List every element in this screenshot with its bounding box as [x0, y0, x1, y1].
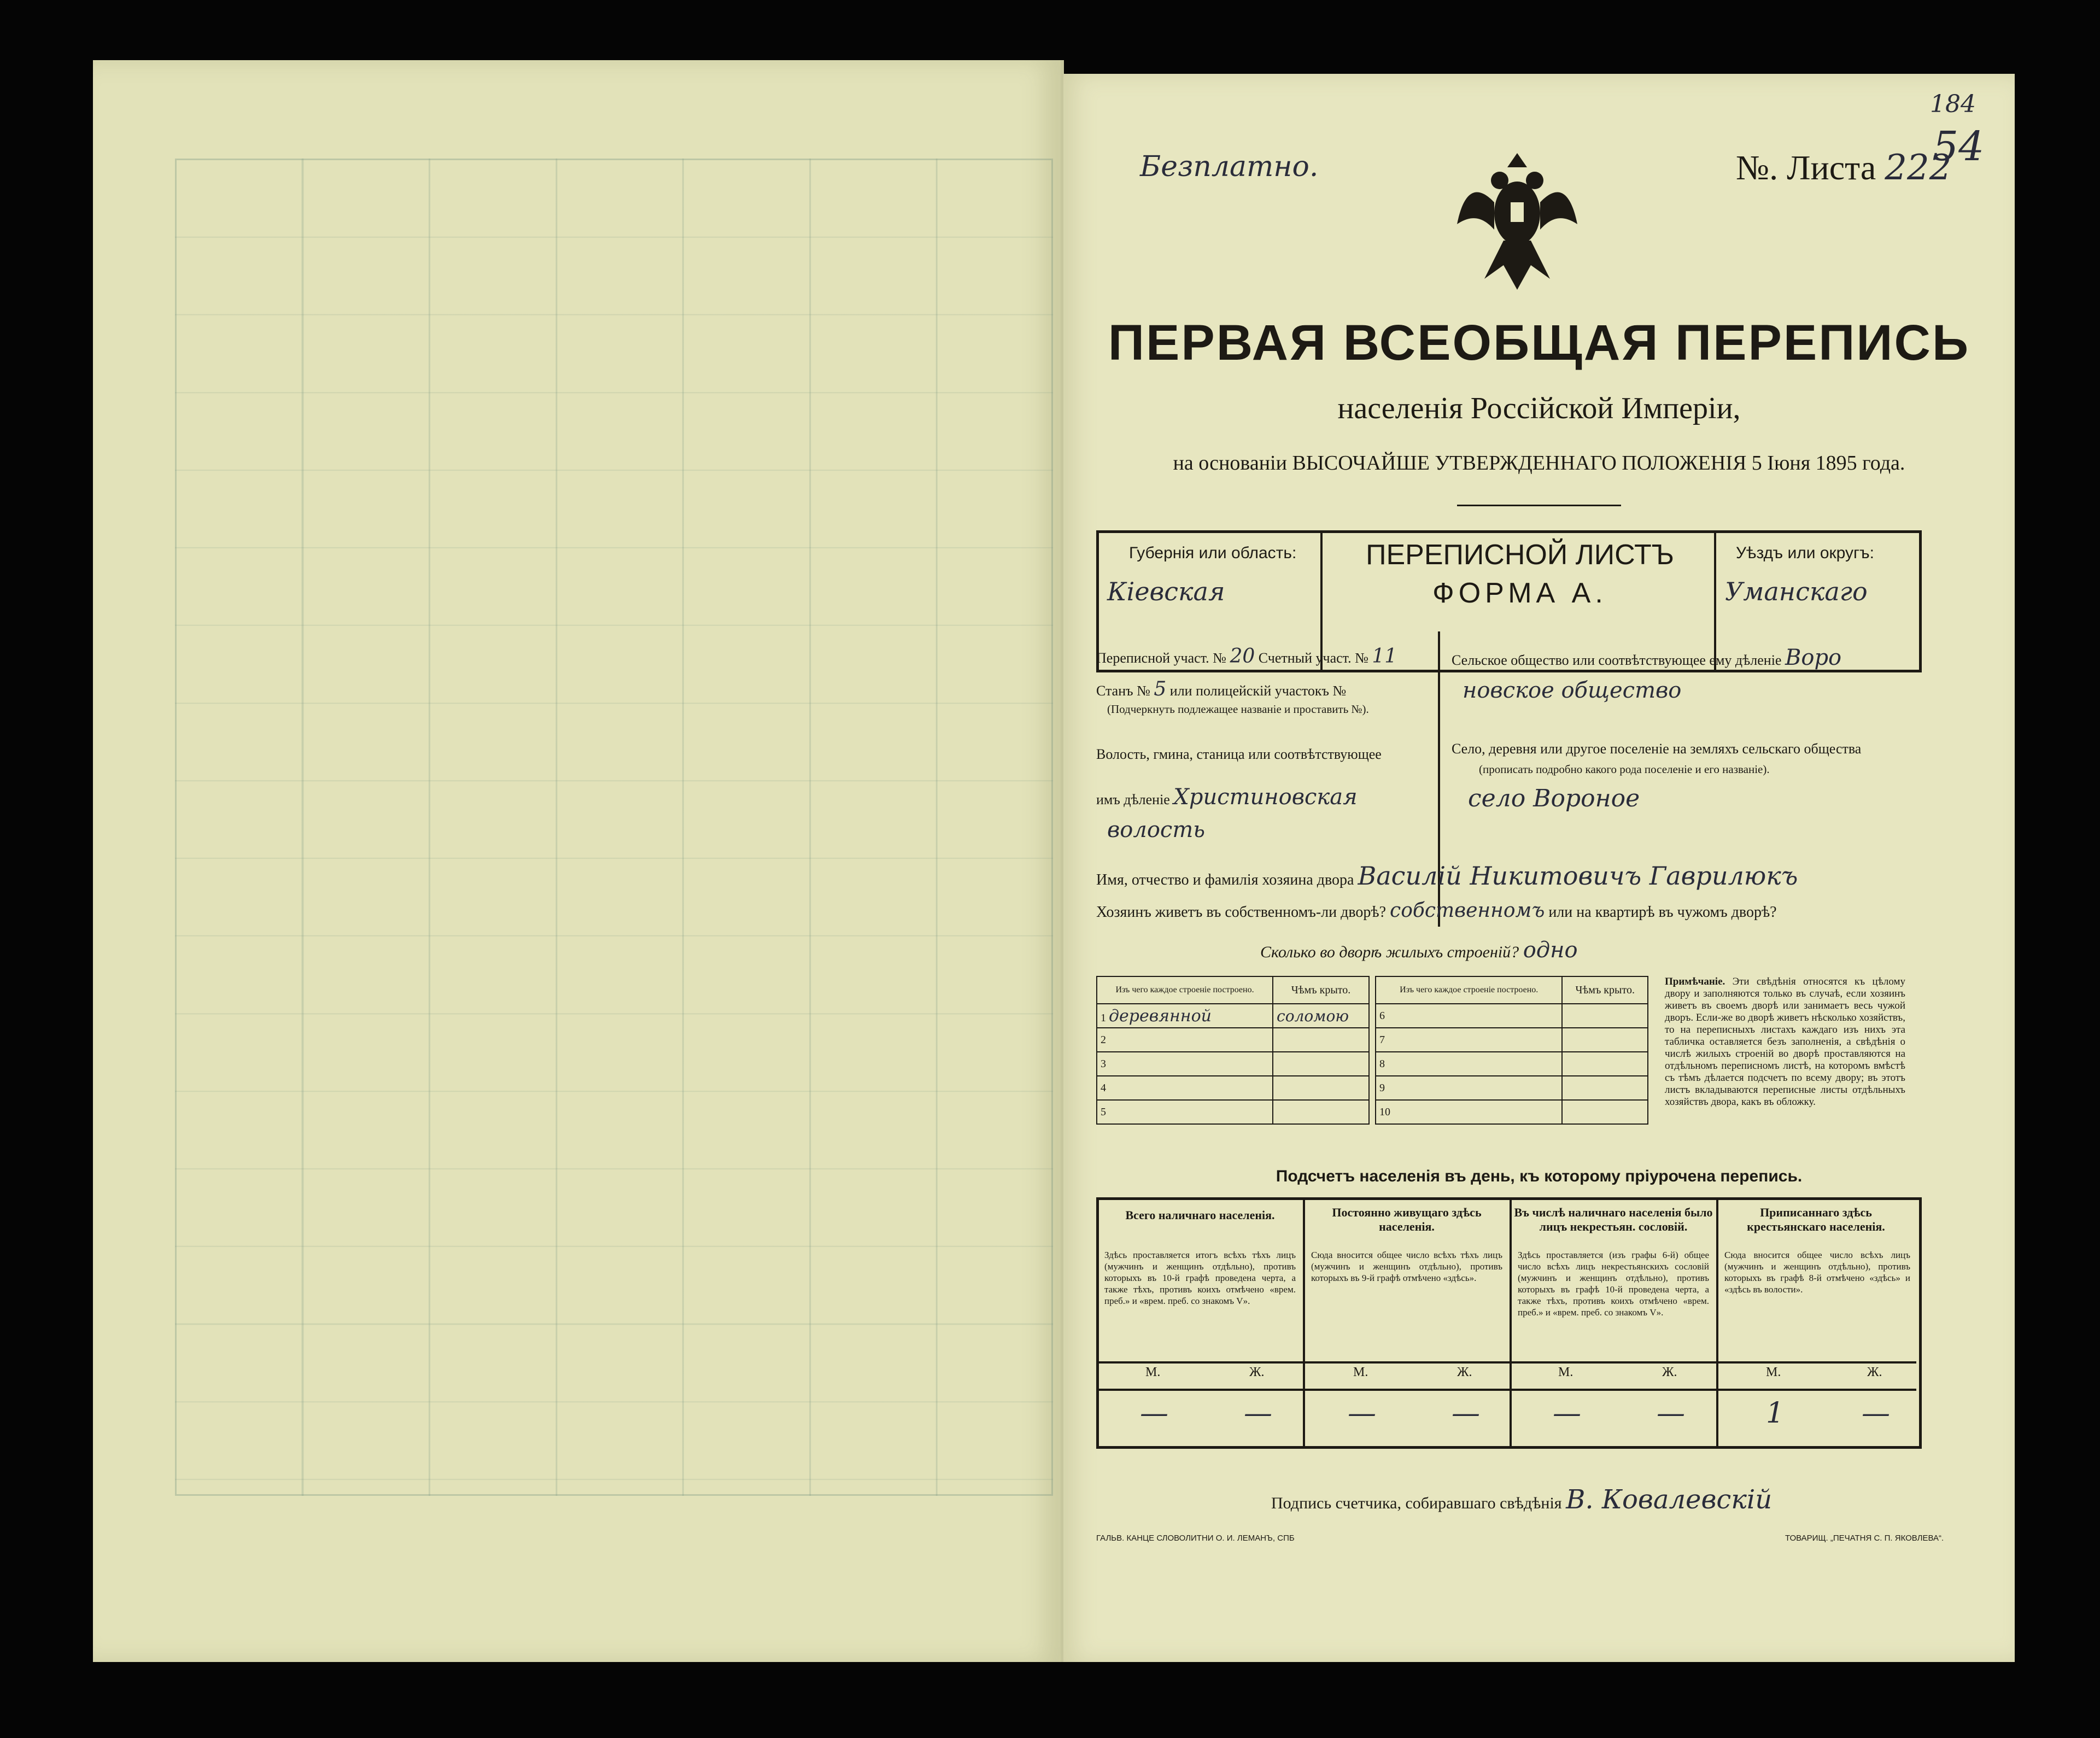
left-page-faded-table — [175, 159, 1053, 1496]
buildings-value: одно — [1523, 938, 1578, 963]
buildings-line: Сколько во дворѣ жилыхъ строеній? одно — [1260, 938, 1578, 963]
pop-col4-header: Приписаннаго здѣсь крестьянскаго населенія. — [1747, 1206, 1885, 1233]
buildings-table-left: Изъ чего каждое строеніе построено. Чѣмъ крыто. 1 деревянной соломою 2 3 4 5 — [1096, 976, 1370, 1125]
pop-values: — — — — — — 1 — — [1140, 1397, 1890, 1430]
form-title-line1: ПЕРЕПИСНОЙ ЛИСТЪ — [1366, 539, 1674, 571]
province-label: Губернія или область: — [1129, 544, 1297, 562]
pop-col1-desc: Здѣсь проставляется итогъ всѣхъ тѣхъ лицъ (мужчинъ и женщинъ отдѣльно), противъ которыхъ въ 10-й графѣ проведена черта, а также тѣхъ, противъ коихъ отмѣчено «врем. преб.» и «врем. преб. со знакомъ V». — [1104, 1250, 1296, 1306]
form-basis-line: на основаніи ВЫСОЧАЙШЕ УТВЕРЖДЕННАГО ПОЛОЖЕНІЯ 5 Іюня 1895 года. — [1173, 452, 1905, 475]
corner-mark-top: 184 — [1930, 90, 1976, 118]
buildings-note: Примѣчаніе. Эти свѣдѣнія относятся къ цѣлому двору и заполняются только въ случаѣ, если хозяинъ живетъ въ своемъ дворѣ или занимаетъ весь чужой дворъ. Если-же во дворѣ живетъ нѣсколько хозяйствъ, то на переписныхъ листахъ каждаго изъ нихъ эта табличка оставляется безъ заполненія, а свѣдѣнія о числѣ жилыхъ строеній во дворѣ проставляются на отдѣльномъ переписномъ листѣ, на которомъ вмѣстѣ съ тѣмъ дѣлается подсчетъ по всему двору; въ этотъ листъ вкладываются переписные листы отдѣльныхъ хозяйствъ двора, какъ въ обложку. — [1665, 976, 1905, 1108]
form-title-line2: ФОРМА А. — [1432, 577, 1607, 609]
free-label: Безплатно. — [1140, 150, 1319, 183]
census-form-page — [1063, 74, 2015, 1662]
village-note: (прописать подробно какого рода поселеніе и его названіе). — [1479, 763, 1770, 776]
pop-col3-header: Въ числѣ наличнаго населенія было лицъ некрестьян. сословій. — [1514, 1206, 1713, 1233]
society-value: Воро — [1785, 645, 1842, 670]
left-page-back — [93, 60, 1064, 1662]
volost-value-2: волость — [1107, 817, 1206, 842]
district-label: Уѣздъ или округъ: — [1736, 544, 1875, 562]
residence-line: Хозяинъ живетъ въ собственномъ-ли дворѣ? собственномъ или на квартирѣ въ чужомъ дворѣ? — [1096, 899, 1777, 922]
owner-line: Имя, отчество и фамилія хозяина двора Василій Никитовичъ Гаврилюкъ — [1096, 861, 1798, 891]
ornament-divider — [1457, 505, 1621, 506]
form-subtitle: населенія Россійской Имперіи, — [1337, 391, 1741, 425]
society-value-2: новское общество — [1463, 678, 1682, 703]
pop-col4-desc: Сюда вносится общее число всѣхъ лицъ (мужчинъ и женщинъ отдѣльно), противъ которыхъ въ графѣ 8-й отмѣчено «здѣсь» и «здѣсь въ волости». — [1724, 1250, 1910, 1295]
population-count-title: Подсчетъ населенія въ день, къ которому пріурочена перепись. — [1276, 1167, 1803, 1185]
stan-line: Станъ № 5 или полицейскій участокъ № — [1096, 678, 1347, 700]
district-value: Уманскаго — [1725, 577, 1868, 606]
province-value: Кіевская — [1107, 577, 1225, 606]
corner-mark-page: 54 — [1933, 123, 1985, 170]
pop-col3-desc: Здѣсь проставляется (изъ графы 6-й) общее число всѣхъ лицъ некрестьянскихъ сословій (мужчинъ и женщинъ отдѣльно), противъ которыхъ въ графѣ 10-й проведена черта, а также тѣхъ, противъ коихъ отмѣчено «врем. преб.» и «врем. преб. со знакомъ V». — [1518, 1250, 1709, 1318]
pop-mf-labels: М. Ж. М. Ж. М. Ж. М. Ж. — [1145, 1365, 1882, 1379]
census-area: Переписной участ. № 20 Счетный участ. № 11 — [1096, 645, 1397, 668]
form-main-title: ПЕРВАЯ ВСЕОБЩАЯ ПЕРЕПИСЬ — [1108, 315, 1970, 371]
signature-value: В. Ковалевскій — [1566, 1484, 1773, 1515]
imprint-right: ТОВАРИЩ. „ПЕЧАТНЯ С. П. ЯКОВЛЕВА“. — [1785, 1534, 1944, 1543]
sheet-number — [1736, 148, 1951, 188]
residence-value: собственномъ — [1390, 899, 1545, 922]
society-label: Сельское общество или соотвѣтствующее ему дѣленіе Воро — [1452, 645, 1842, 670]
buildings-table-right: Изъ чего каждое строеніе построено. Чѣмъ крыто. 6 7 8 9 10 — [1375, 976, 1648, 1125]
village-value: село Вороное — [1468, 785, 1640, 812]
volost-label: Волость, гмина, станица или соотвѣтствующее — [1096, 746, 1382, 762]
owner-value: Василій Никитовичъ Гаврилюкъ — [1358, 861, 1798, 891]
sheet-number-value: 222 — [1885, 148, 1952, 188]
pop-col2-header: Постоянно живущаго здѣсь населенія. — [1332, 1206, 1482, 1233]
village-label: Село, деревня или другое поселеніе на земляхъ сельскаго общества — [1452, 741, 1862, 757]
pop-col2-desc: Сюда вносится общее число всѣхъ тѣхъ лицъ (мужчинъ и женщинъ отдѣльно), противъ которыхъ въ 9-й графѣ отмѣчено «здѣсь». — [1311, 1250, 1502, 1283]
volost-value: Христиновская — [1173, 785, 1358, 810]
imperial-eagle-emblem — [1452, 148, 1583, 295]
stan-note: (Подчеркнуть подлежащее названіе и проставить №). — [1107, 703, 1369, 716]
pop-col1-header: Всего наличнаго населенія. — [1125, 1208, 1275, 1222]
signature-line: Подпись счетчика, собиравшаго свѣдѣнія В. Ковалевскій — [1271, 1484, 1773, 1515]
imprint-left: ГАЛЬВ. КАНЦЕ СЛОВОЛИТНИ О. И. ЛЕМАНЪ, СПБ — [1096, 1534, 1295, 1543]
sheet-number-label: №. Листа — [1736, 148, 1876, 187]
volost-label-2: имъ дѣленіе Христиновская — [1096, 785, 1358, 810]
